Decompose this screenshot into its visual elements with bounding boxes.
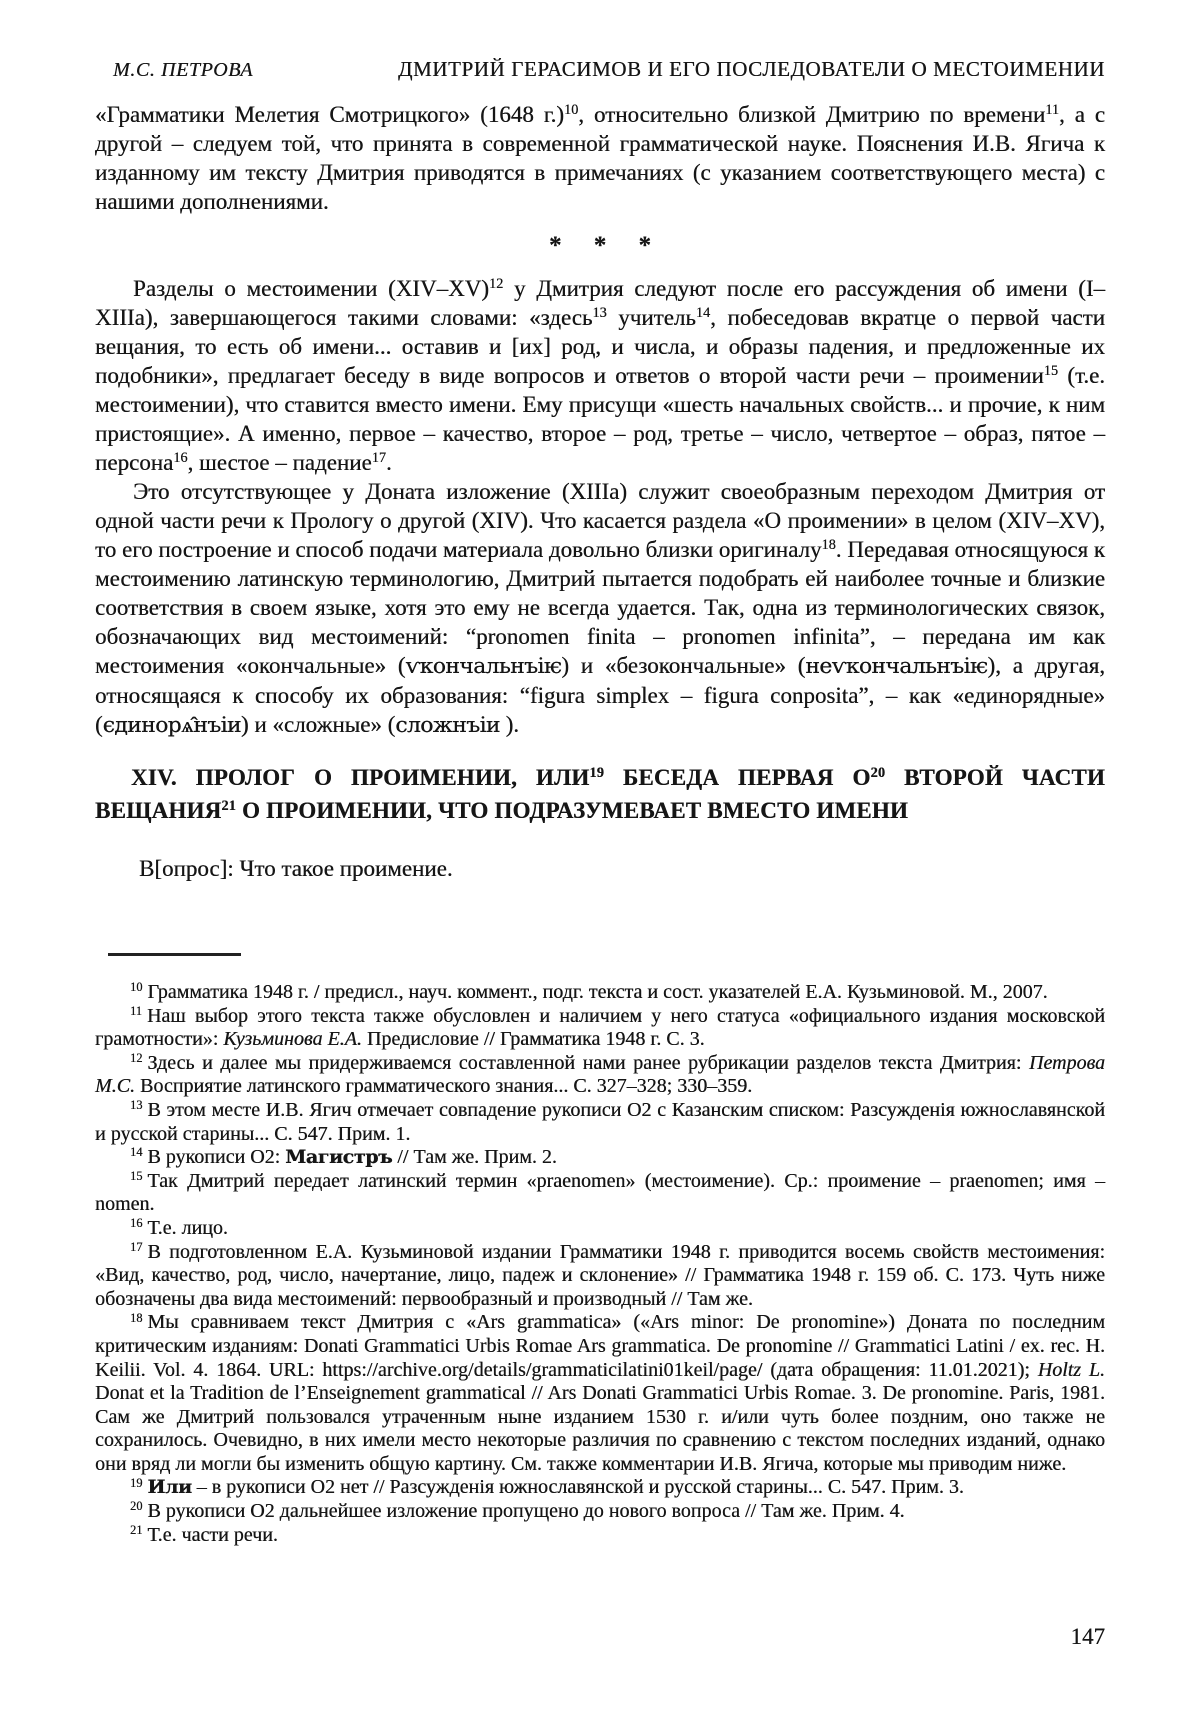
footnote-ref: 19 (589, 765, 605, 782)
footnote-number: 13 (130, 1098, 143, 1113)
text-segment: Это отсутствующее у Доната изложение (XIIIа) служит своеобразным переходом Дмитрия от одной части речи к Прологу о другой (XIV). Что касается раздела «О проимении» в целом (XIV–XV), то его построение и способ подачи материала довольно близки оригиналу (95, 479, 1105, 562)
text-segment: Так Дмитрий передает латинский термин «praenomen» (местоимение). Ср.: проимение – praenomen; имя – nomen. (95, 1169, 1105, 1216)
running-head-author: М.С. ПЕТРОВА (113, 59, 254, 81)
footnote-number: 21 (130, 1522, 143, 1537)
footnote-item (95, 1217, 1105, 1241)
styled-text-segment: Или (147, 1476, 192, 1499)
footnote-ref: 17 (371, 450, 386, 467)
footnote-number: 11 (130, 1003, 142, 1018)
text-segment: Мы сравниваем текст Дмитрия с «Ars grammatica» («Ars minor: De pronomine») Доната по последним критическим изданиям: Donati Grammatici Urbis Romae Ars grammatica. De pronomine // Grammatici Latini / ex. rec. H. Keilii. Vol. 4. 1864. URL: https://archive.org/details/grammaticilatini01keil/page/ (дата обращения: 11.01.2021); (95, 1311, 1105, 1381)
footnote-number: 19 (130, 1475, 143, 1490)
footnote-ref: 16 (173, 450, 188, 467)
styled-text-segment: Holtz L. (1037, 1358, 1105, 1381)
text-segment: , а с другой – следуем той, что принята в современной грамматической науке. Пояснения И.В. Ягича к изданному им тексту Дмитрия приводятся в примечаниях (с указанием соответствующего места) с нашими дополнениями. (95, 102, 1105, 214)
footnote-item (95, 1476, 1105, 1500)
text-segment: Разделы о местоимении (XIV–XV) (133, 276, 489, 301)
text-segment: ), а другая, относящаяся к способу их образования: “figura simplex – figura conposita”, – как «единорядные» ( (95, 653, 1105, 737)
text-segment: Восприятие латинского грамматического знания... С. 327–328; 330–359. (135, 1075, 753, 1098)
paragraph-grammar-intro (95, 100, 1105, 216)
footnote-item (95, 1052, 1105, 1099)
text-segment: . Передавая относящуюся к местоимению латинскую терминологию, Дмитрий пытается подобрать ей наиболее точные и близкие соответствия в своем языке, хотя это ему не всегда удается. Так, одна из терминологических связок, обозначающих вид местоимений: “pronomen finita – pronomen infinita”, – передана им как местоимения «окончальные» ( (95, 537, 1105, 678)
text-segment: Donat et la Tradition de l’Enseignement grammatical // Ars Donati Grammatici Urbis Romae. 3. De pronomine. Paris, 1981. Сам же Дмитрий пользовался утраченным ныне изданием 1530 г. и/или чуть более поздним, оно также не сохранилось. Очевидно, в них имели место некоторые различия по сравнению с текстом последних изданий, однако они вряд ли могли бы изменить общую картину. См. также комментарии И.В. Ягича, которые мы приводим ниже. (95, 1382, 1105, 1475)
text-segment: у Дмитрия следуют после его рассуждения об имени (I–XIIIа), завершающегося такими словами: «здесь (95, 276, 1106, 330)
styled-text-segment: Петрова М.С. (95, 1051, 1105, 1098)
footnote-ref: 11 (1045, 102, 1059, 119)
footnote-number: 16 (130, 1216, 143, 1231)
text-segment: Здесь и далее мы придерживаемся составленной нами ранее рубрикации разделов текста Дмитрия: (147, 1051, 1029, 1074)
text-segment: XIV. ПРОЛОГ О ПРОИМЕНИИ, ИЛИ (131, 765, 590, 790)
footnote-item (95, 1146, 1105, 1170)
footnote-ref: 14 (695, 305, 711, 322)
footnote-item (95, 981, 1105, 1005)
text-segment: В рукописи О2 дальнейшее изложение пропущено до нового вопроса // Там же. Прим. 4. (147, 1500, 905, 1523)
footnote-number: 14 (130, 1145, 143, 1160)
footnote-separator-rule (108, 953, 241, 956)
text-segment: , относительно близкой Дмитрию по времени (578, 102, 1046, 127)
footnote-ref: 21 (221, 798, 236, 815)
text-segment: Предисловие // Грамматика 1948 г. С. 3. (361, 1028, 705, 1051)
text-segment: . (385, 450, 392, 475)
footnote-item (95, 1524, 1105, 1548)
footnote-ref: 10 (563, 102, 579, 119)
text-segment: «Грамматики Мелетия Смотрицкого» (1648 г.) (95, 102, 564, 127)
text-segment: учитель (606, 305, 696, 330)
text-segment: О ПРОИМЕНИИ, ЧТО ПОДРАЗУМЕВАЕТ ВМЕСТО ИМЕНИ (236, 798, 908, 823)
footnote-item (95, 1241, 1105, 1312)
styled-text-segment: сложнъіи (395, 713, 500, 738)
footnote-number: 12 (130, 1050, 143, 1065)
footnote-ref: 18 (821, 537, 836, 554)
text-segment: ) и «сложные» ( (240, 712, 396, 737)
body-text (95, 100, 1105, 883)
footnote-number: 20 (130, 1499, 143, 1514)
styled-text-segment: ѵкончальнъіѥ (405, 654, 562, 679)
running-head (95, 57, 1105, 82)
footnote-item (95, 1500, 1105, 1524)
text-segment: БЕСЕДА ПЕРВАЯ О (604, 765, 871, 790)
footnote-number: 17 (130, 1239, 143, 1254)
footnote-item (95, 1311, 1105, 1476)
footnote-item (95, 1099, 1105, 1146)
text-segment: В рукописи О2: (147, 1146, 286, 1169)
text-segment: // Там же. Прим. 2. (392, 1146, 557, 1169)
text-segment: ) и «безокончальные» ( (561, 653, 806, 678)
page-number: 147 (1070, 1624, 1105, 1649)
text-segment: – в рукописи О2 нет // Разсужденія южнославянской и русской старины... С. 547. Прим. 3. (191, 1476, 964, 1499)
styled-text-segment: Магистръ (285, 1146, 393, 1169)
footnotes (95, 981, 1105, 1547)
text-segment: (т.е. местоимении), что ставится вместо имени. Ему присущи «шесть начальных свойств... и прочие, к ним пристоящие». А именно, первое – качество, второе – род, третье – число, четвертое – образ, пятое – персона (95, 363, 1105, 475)
styled-text-segment: Кузьминова Е.А. (223, 1028, 362, 1051)
question-line: В[опрос]: Что такое проимение. (139, 856, 453, 881)
footnote-number: 15 (130, 1168, 143, 1183)
text-segment: Т.е. лицо. (147, 1216, 228, 1239)
text-segment: Грамматика 1948 г. / предисл., науч. коммент., подг. текста и сост. указателей Е.А. Кузьминовой. М., 2007. (147, 981, 1048, 1003)
paragraph-pronoun-sections (95, 274, 1105, 477)
footnote-ref: 15 (1043, 363, 1058, 380)
footnote-item (95, 1170, 1105, 1217)
text-segment: В подготовленном Е.А. Кузьминовой издании Грамматики 1948 г. приводится восемь свойств местоимения: «Вид, качество, род, число, начертание, лицо, падеж и склонение» // Грамматика 1948 г. 159 об. С. 173. Чуть ниже обозначены два вида местоимений: первообразный и производный // Там же. (95, 1240, 1105, 1310)
styled-text-segment: єдинорѧ̂нъіи (102, 713, 241, 738)
footnote-ref: 12 (488, 276, 504, 293)
styled-text-segment: неѵкончальнъіѥ (805, 654, 988, 679)
text-segment: ВТОРОЙ ЧАСТИ ВЕЩАНИЯ (95, 765, 1105, 823)
section-separator: * * * (549, 232, 651, 259)
section-heading (95, 761, 1105, 827)
text-segment: , побеседовав вкратце о первой части вещания, то есть об имени... оставив и [их] род, и числа, и образы падения, и предложенные их подобники», предлагает беседу в виде вопросов и ответов о второй части речи – проимении (95, 305, 1105, 388)
text-segment: Наш выбор этого текста также обусловлен и наличием у него статуса «официального издания московской грамотности»: (95, 1004, 1105, 1051)
footnote-number: 10 (130, 980, 143, 995)
text-segment: , шестое – падение (187, 450, 372, 475)
footnote-ref: 20 (870, 765, 886, 782)
footnote-number: 18 (130, 1310, 143, 1325)
footnote-item (95, 1005, 1105, 1052)
footnote-ref: 13 (592, 305, 607, 322)
text-segment: Т.е. части речи. (147, 1523, 278, 1546)
text-segment: ). (499, 712, 519, 737)
text-segment: В этом месте И.В. Ягич отмечает совпадение рукописи О2 с Казанским списком: Разсужденія южнославянской и русской старины... С. 547. Прим. 1. (95, 1098, 1105, 1145)
paragraph-donat-transition (95, 477, 1105, 740)
running-head-title: ДМИТРИЙ ГЕРАСИМОВ И ЕГО ПОСЛЕДОВАТЕЛИ О МЕСТОИМЕНИИ (398, 57, 1105, 81)
